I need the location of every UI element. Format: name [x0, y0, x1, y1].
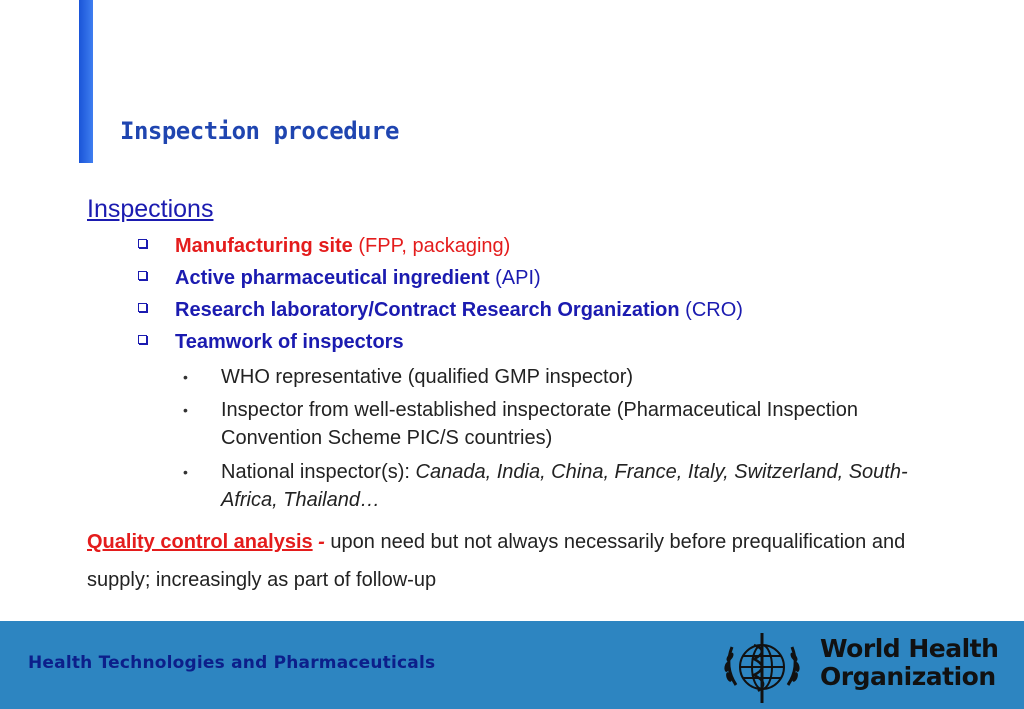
logo-line-1: World Health	[820, 634, 999, 663]
sub-bullet-text: National inspector(s):	[221, 461, 416, 483]
bullet-bold: Manufacturing site	[175, 235, 353, 257]
sub-bullet-text: WHO representative (qualified GMP inspector)	[221, 366, 634, 388]
square-bullet-icon	[138, 335, 147, 344]
dot-bullet-icon: •	[183, 402, 188, 418]
title-accent-bar	[79, 0, 93, 163]
bullet-bold: Teamwork of inspectors	[175, 331, 404, 353]
who-emblem-icon	[718, 621, 810, 709]
country-list: Canada, India, China, France, Italy, Switzerland, South-Africa, Thailand…	[221, 461, 908, 511]
bullet-rest: (FPP, packaging)	[352, 235, 511, 257]
square-bullet-icon	[138, 239, 147, 248]
footer-text: Health Technologies and Pharmaceuticals	[28, 653, 436, 673]
quality-control-link[interactable]: Quality control analysis	[87, 531, 313, 553]
bullet-rest: (API)	[489, 267, 541, 289]
qc-text: upon need but not always necessarily before prequalification and supply; increasingly as part of follow-up	[87, 531, 906, 591]
square-bullet-icon	[138, 303, 147, 312]
slide-title: Inspection procedure	[120, 117, 399, 145]
bullet-bold: Research laboratory/Contract Research Organization	[175, 299, 680, 321]
square-bullet-icon	[138, 271, 147, 280]
logo-line-2: Organization	[820, 662, 996, 691]
bullet-bold: Active pharmaceutical ingredient	[175, 267, 490, 289]
qc-dash: -	[312, 531, 331, 553]
footer-band	[0, 621, 1024, 709]
dot-bullet-icon: •	[183, 464, 188, 480]
sub-bullet-text: Inspector from well-established inspectorate (Pharmaceutical Inspection Convention Scheme PIC/S countries)	[221, 399, 858, 449]
section-heading: Inspections	[87, 195, 214, 223]
quality-control-paragraph	[87, 523, 967, 599]
bullet-rest: (CRO)	[679, 299, 743, 321]
who-logo	[716, 621, 1016, 709]
dot-bullet-icon: •	[183, 369, 188, 385]
